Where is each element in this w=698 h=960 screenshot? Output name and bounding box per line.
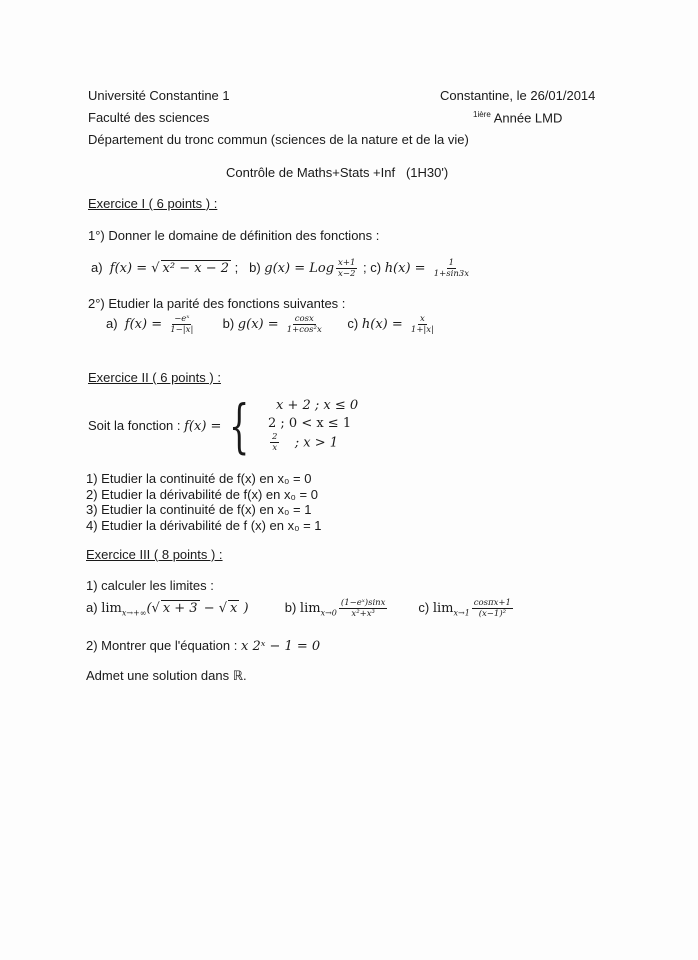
exam-title: [226, 165, 448, 180]
case-1: x + 2 ; x ≤ 0: [276, 398, 359, 413]
ex1-q1-functions: a) f(x) = √ x² − x − 2 ; b) g(x) = Log $\frac{x+1}{x-2}$ ; c) h(x) = $\frac{1}{1+\sin 3x}$: [91, 258, 469, 279]
numerator: cosπx+1: [473, 598, 511, 608]
left-brace: {: [229, 392, 250, 460]
fraction: [432, 258, 471, 279]
ex3-question-2-end: Admet une solution dans ℝ.: [86, 668, 247, 683]
item-label: c): [370, 259, 382, 275]
separator: ;: [359, 259, 367, 275]
item-label: a): [86, 599, 98, 615]
item-label: b): [222, 315, 235, 331]
function-f: f(x) =: [184, 419, 222, 434]
case-3: [268, 432, 338, 453]
place-date: Constantine, le 26/01/2014: [440, 88, 596, 103]
function-h: h(x) =: [384, 260, 430, 276]
lim-operator: lim: [299, 600, 321, 616]
lim-subscript: x→1: [453, 608, 470, 618]
denominator: (x−1)²: [478, 609, 507, 619]
case-3-condition: ; x > 1: [294, 435, 339, 451]
study-year: [473, 110, 562, 125]
ex2-item: 4) Etudier la dérivabilité de f (x) en x₀ = 1: [86, 517, 322, 533]
lim-subscript: x→0: [320, 608, 337, 618]
paren: ): [239, 600, 249, 616]
year-superscript: 1ière: [473, 110, 491, 119]
item-label: c): [347, 315, 359, 331]
denominator: 1−|x|: [170, 325, 194, 335]
fraction: [336, 258, 357, 279]
case-2: 2 ; 0 < x ≤ 1: [268, 416, 352, 431]
item-label: c): [418, 599, 430, 615]
exam-title-text: Contrôle de Maths+Stats +Inf: [226, 165, 396, 180]
radicand: x: [230, 600, 238, 616]
ex2-item: 3) Etudier la continuité de f(x) en x₀ = 1: [86, 502, 312, 517]
denominator: 1+|x|: [410, 325, 434, 335]
university-name: Université Constantine 1: [88, 88, 230, 103]
exercise-2-heading: Exercice II ( 6 points ) :: [88, 370, 221, 385]
item-label: b): [284, 599, 297, 615]
function-f: f(x) =: [109, 260, 152, 276]
lim-operator: lim: [432, 600, 454, 616]
numerator: (1−eˣ)sinx: [340, 598, 386, 608]
separator: ;: [231, 259, 239, 275]
denominator: x: [272, 443, 278, 453]
ex1-q2-functions: [106, 314, 438, 335]
numerator: 1: [448, 258, 455, 268]
ex2-item: 1) Etudier la continuité de f(x) en x₀ = 0: [86, 471, 312, 486]
fraction: [339, 598, 388, 619]
faculty-name: Faculté des sciences: [88, 110, 210, 125]
numerator: x+1: [338, 258, 356, 268]
item-label: b): [249, 259, 261, 275]
department-name: Département du tronc commun (sciences de la nature et de la vie): [88, 132, 469, 147]
denominator: 1+sin3x: [433, 269, 469, 279]
exercise-3-heading: Exercice III ( 8 points ) :: [86, 547, 223, 562]
denominator: x²+x³: [351, 609, 375, 619]
item-label: a): [106, 315, 118, 331]
function-g: g(x) =: [237, 316, 283, 332]
fraction: [472, 598, 513, 619]
numerator: 2: [272, 432, 278, 442]
function-f: f(x) =: [124, 316, 167, 332]
numerator: cosx: [294, 314, 314, 324]
item-label: a): [91, 259, 103, 275]
operator: −: [199, 600, 219, 616]
fraction: [168, 314, 195, 335]
numerator: x: [420, 314, 425, 324]
denominator: 1+cos²x: [286, 325, 322, 335]
intro-text: Soit la fonction :: [88, 418, 181, 433]
equation: x 2ˣ − 1 = 0: [240, 639, 321, 654]
ex1-question-1: 1°) Donner le domaine de définition des fonctions :: [88, 228, 380, 243]
ex3-question-2: [86, 638, 320, 654]
ex2-questions: [86, 471, 322, 533]
numerator: −eˣ: [174, 314, 190, 324]
exercise-1-heading: Exercice I ( 6 points ) :: [88, 196, 218, 211]
question-text: 2) Montrer que l'équation :: [86, 638, 238, 653]
lim-subscript: x→+∞: [121, 608, 147, 618]
fraction: [285, 314, 324, 335]
radicand: x² − x − 2: [162, 260, 230, 276]
year-label: Année LMD: [493, 110, 563, 126]
ex1-question-2: 2°) Etudier la parité des fonctions suivantes :: [88, 296, 346, 311]
ex3-limits: a) $\lim_{x\to+\infty}(√$ x + 3 − √ x ) b) $\lim_{x\to 0}$ $\frac{\text{(1−eˣ)sinx}}{\text{x²+x³}}$ c) $\lim_{x\to 1}$ $\frac{\cos\pi x+1}{\text{(x−1)²}}$: [86, 598, 511, 619]
function-h: h(x) =: [361, 316, 407, 332]
denominator: x−2: [338, 269, 356, 279]
paren: (: [146, 600, 152, 616]
ex2-item: 2) Etudier la dérivabilité de f(x) en x₀ = 0: [86, 486, 318, 502]
ex3-question-1: 1) calculer les limites :: [86, 578, 214, 593]
exam-duration: (1H30'): [405, 165, 449, 180]
ex2-intro: [88, 418, 221, 434]
function-g: g(x) = Log: [264, 260, 335, 276]
fraction: [409, 314, 436, 335]
fraction: [270, 432, 279, 453]
radicand: x + 3: [162, 600, 198, 616]
lim-operator: lim: [101, 600, 122, 616]
